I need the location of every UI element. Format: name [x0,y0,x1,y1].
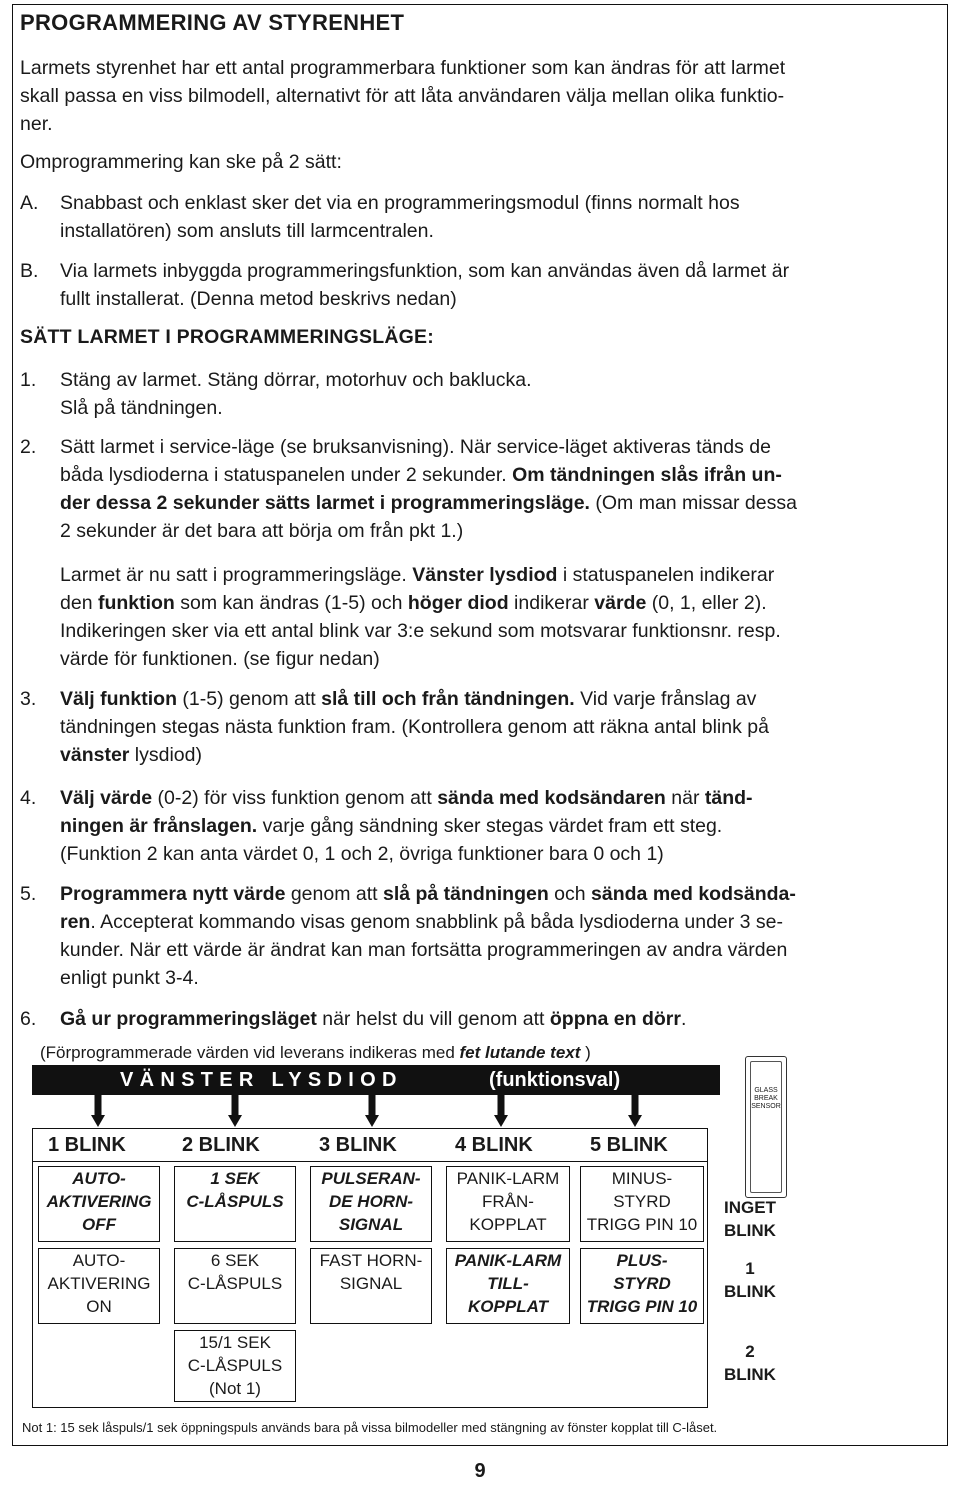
cell-f3-value1: FAST HORN- SIGNAL [310,1248,432,1324]
preprogrammed-note: (Förprogrammerade värden vid leverans indikeras med fet lutande text ) [40,1043,591,1062]
cell-f2-value2: 15/1 SEK C-LÅSPULS (Not 1) [174,1330,296,1402]
option-b-marker: B. [20,260,39,282]
left-led-banner [32,1065,720,1095]
down-arrow-icon [228,1095,242,1127]
cell-f4-value1: PANIK-LARM TILL- KOPPLAT [446,1248,570,1324]
footnote: Not 1: 15 sek låspuls/1 sek öppningspuls används bara på vissa bilmodeller med stängning av fönster kopplat till C-låset. [22,1420,718,1435]
step-text: der dessa 2 sekunder sätts larmet i programmeringsläge. (Om man missar dessa [60,492,797,514]
option-a-line: installatören) som ansluts till larmcentralen. [60,220,434,242]
section-heading: SÄTT LARMET I PROGRAMMERINGSLÄGE: [20,326,434,348]
cell-f2-value0: 1 SEK C-LÅSPULS [174,1166,296,1242]
step-number: 5. [20,883,37,905]
banner-subtitle: (funktionsval) [489,1069,621,1091]
cell-f4-value0: PANIK-LARM FRÅN- KOPPLAT [446,1166,570,1242]
value-2-label: 2 BLINK [724,1342,776,1384]
intro-line: Larmets styrenhet har ett antal programmerbara funktioner som kan ändras för att larmet [20,57,786,79]
step-text: Välj funktion (1-5) genom att slå till och från tändningen. Vid varje frånslag av [60,688,757,710]
cell-f5-value1: PLUS- STYRD TRIGG PIN 10 [580,1248,704,1324]
value-1-label: 1 BLINK [724,1259,776,1301]
step-text: Stäng av larmet. Stäng dörrar, motorhuv och baklucka. [60,369,532,391]
step-text: Larmet är nu satt i programmeringsläge. Vänster lysdiod i statuspanelen indikerar [60,564,775,586]
step-number: 4. [20,787,37,809]
step-text: (Funktion 2 kan anta värdet 0, 1 och 2, övriga funktioner bara 0 och 1) [60,843,664,865]
header-3-blink: 3 BLINK [319,1134,397,1156]
option-b-line: Via larmets inbyggda programmeringsfunktion, som kan användas även då larmet är [60,260,790,282]
header-1-blink: 1 BLINK [48,1134,126,1156]
step-text: Slå på tändningen. [60,397,223,419]
page-heading: PROGRAMMERING AV STYRENHET [20,10,405,35]
step-text: kunder. När ett värde är ändrat kan man fortsätta programmeringen av andra värden [60,939,788,961]
step-text: Programmera nytt värde genom att slå på tändningen och sända med kodsända- [60,883,796,905]
glass-break-sensor-icon [745,1056,787,1198]
down-arrow-icon [628,1095,642,1127]
step-text: Gå ur programmeringsläget när helst du vill genom att öppna en dörr. [60,1008,687,1030]
step-number: 2. [20,436,37,458]
step-text: vänster lysdiod) [60,744,202,766]
step-text: båda lysdioderna i statuspanelen under 2 sekunder. Om tändningen slås ifrån un- [60,464,782,486]
header-5-blink: 5 BLINK [590,1134,668,1156]
option-b-line: fullt installerat. (Denna metod beskrivs nedan) [60,288,457,310]
sensor-label: GLASS BREAK SENSOR [751,1087,781,1110]
step-text: 2 sekunder är det bara att börja om från pkt 1.) [60,520,464,542]
option-a-line: Snabbast och enklast sker det via en programmeringsmodul (finns normalt hos [60,192,740,214]
ways-line: Omprogrammering kan ske på 2 sätt: [20,151,342,173]
step-text: värde för funktionen. (se figur nedan) [60,648,380,670]
step-text: ren. Accepterat kommando visas genom snabblink på båda lysdioderna under 3 se- [60,911,784,933]
page-number: 9 [474,1460,486,1482]
down-arrow-icon [91,1095,105,1127]
cell-f1-value1: AUTO- AKTIVERING ON [38,1248,160,1324]
step-number: 3. [20,688,37,710]
step-text: Sätt larmet i service-läge (se bruksanvisning). När service-läget aktiveras tänds de [60,436,771,458]
cell-f5-value0: MINUS- STYRD TRIGG PIN 10 [580,1166,704,1242]
intro-line: ner. [20,113,53,135]
option-a-marker: A. [20,192,39,214]
banner-title: VÄNSTER LYSDIOD [120,1069,403,1091]
step-number: 1. [20,369,37,391]
cell-f2-value1: 6 SEK C-LÅSPULS [174,1248,296,1324]
down-arrow-icon [365,1095,379,1127]
step-text: Indikeringen sker via ett antal blink var 3:e sekund som motsvarar funktionsnr. resp. [60,620,781,642]
value-0-label: INGET BLINK [724,1198,776,1240]
header-4-blink: 4 BLINK [455,1134,533,1156]
step-text: Välj värde (0-2) för viss funktion genom att sända med kodsändaren när tänd- [60,787,753,809]
step-text: den funktion som kan ändras (1-5) och höger diod indikerar värde (0, 1, eller 2). [60,592,767,614]
intro-line: skall passa en viss bilmodell, alternativt för att låta användaren välja mellan olika funktio- [20,85,785,107]
down-arrow-icon [494,1095,508,1127]
step-number: 6. [20,1008,37,1030]
step-text: tändningen stegas nästa funktion fram. (Kontrollera genom att räkna antal blink på [60,716,769,738]
cell-f1-value0: AUTO- AKTIVERING OFF [38,1166,160,1242]
step-text: enligt punkt 3-4. [60,967,199,989]
step-text: ningen är frånslagen. varje gång sändning sker stegas värdet fram ett steg. [60,815,723,837]
header-2-blink: 2 BLINK [182,1134,260,1156]
cell-f3-value0: PULSERAN- DE HORN- SIGNAL [310,1166,432,1242]
